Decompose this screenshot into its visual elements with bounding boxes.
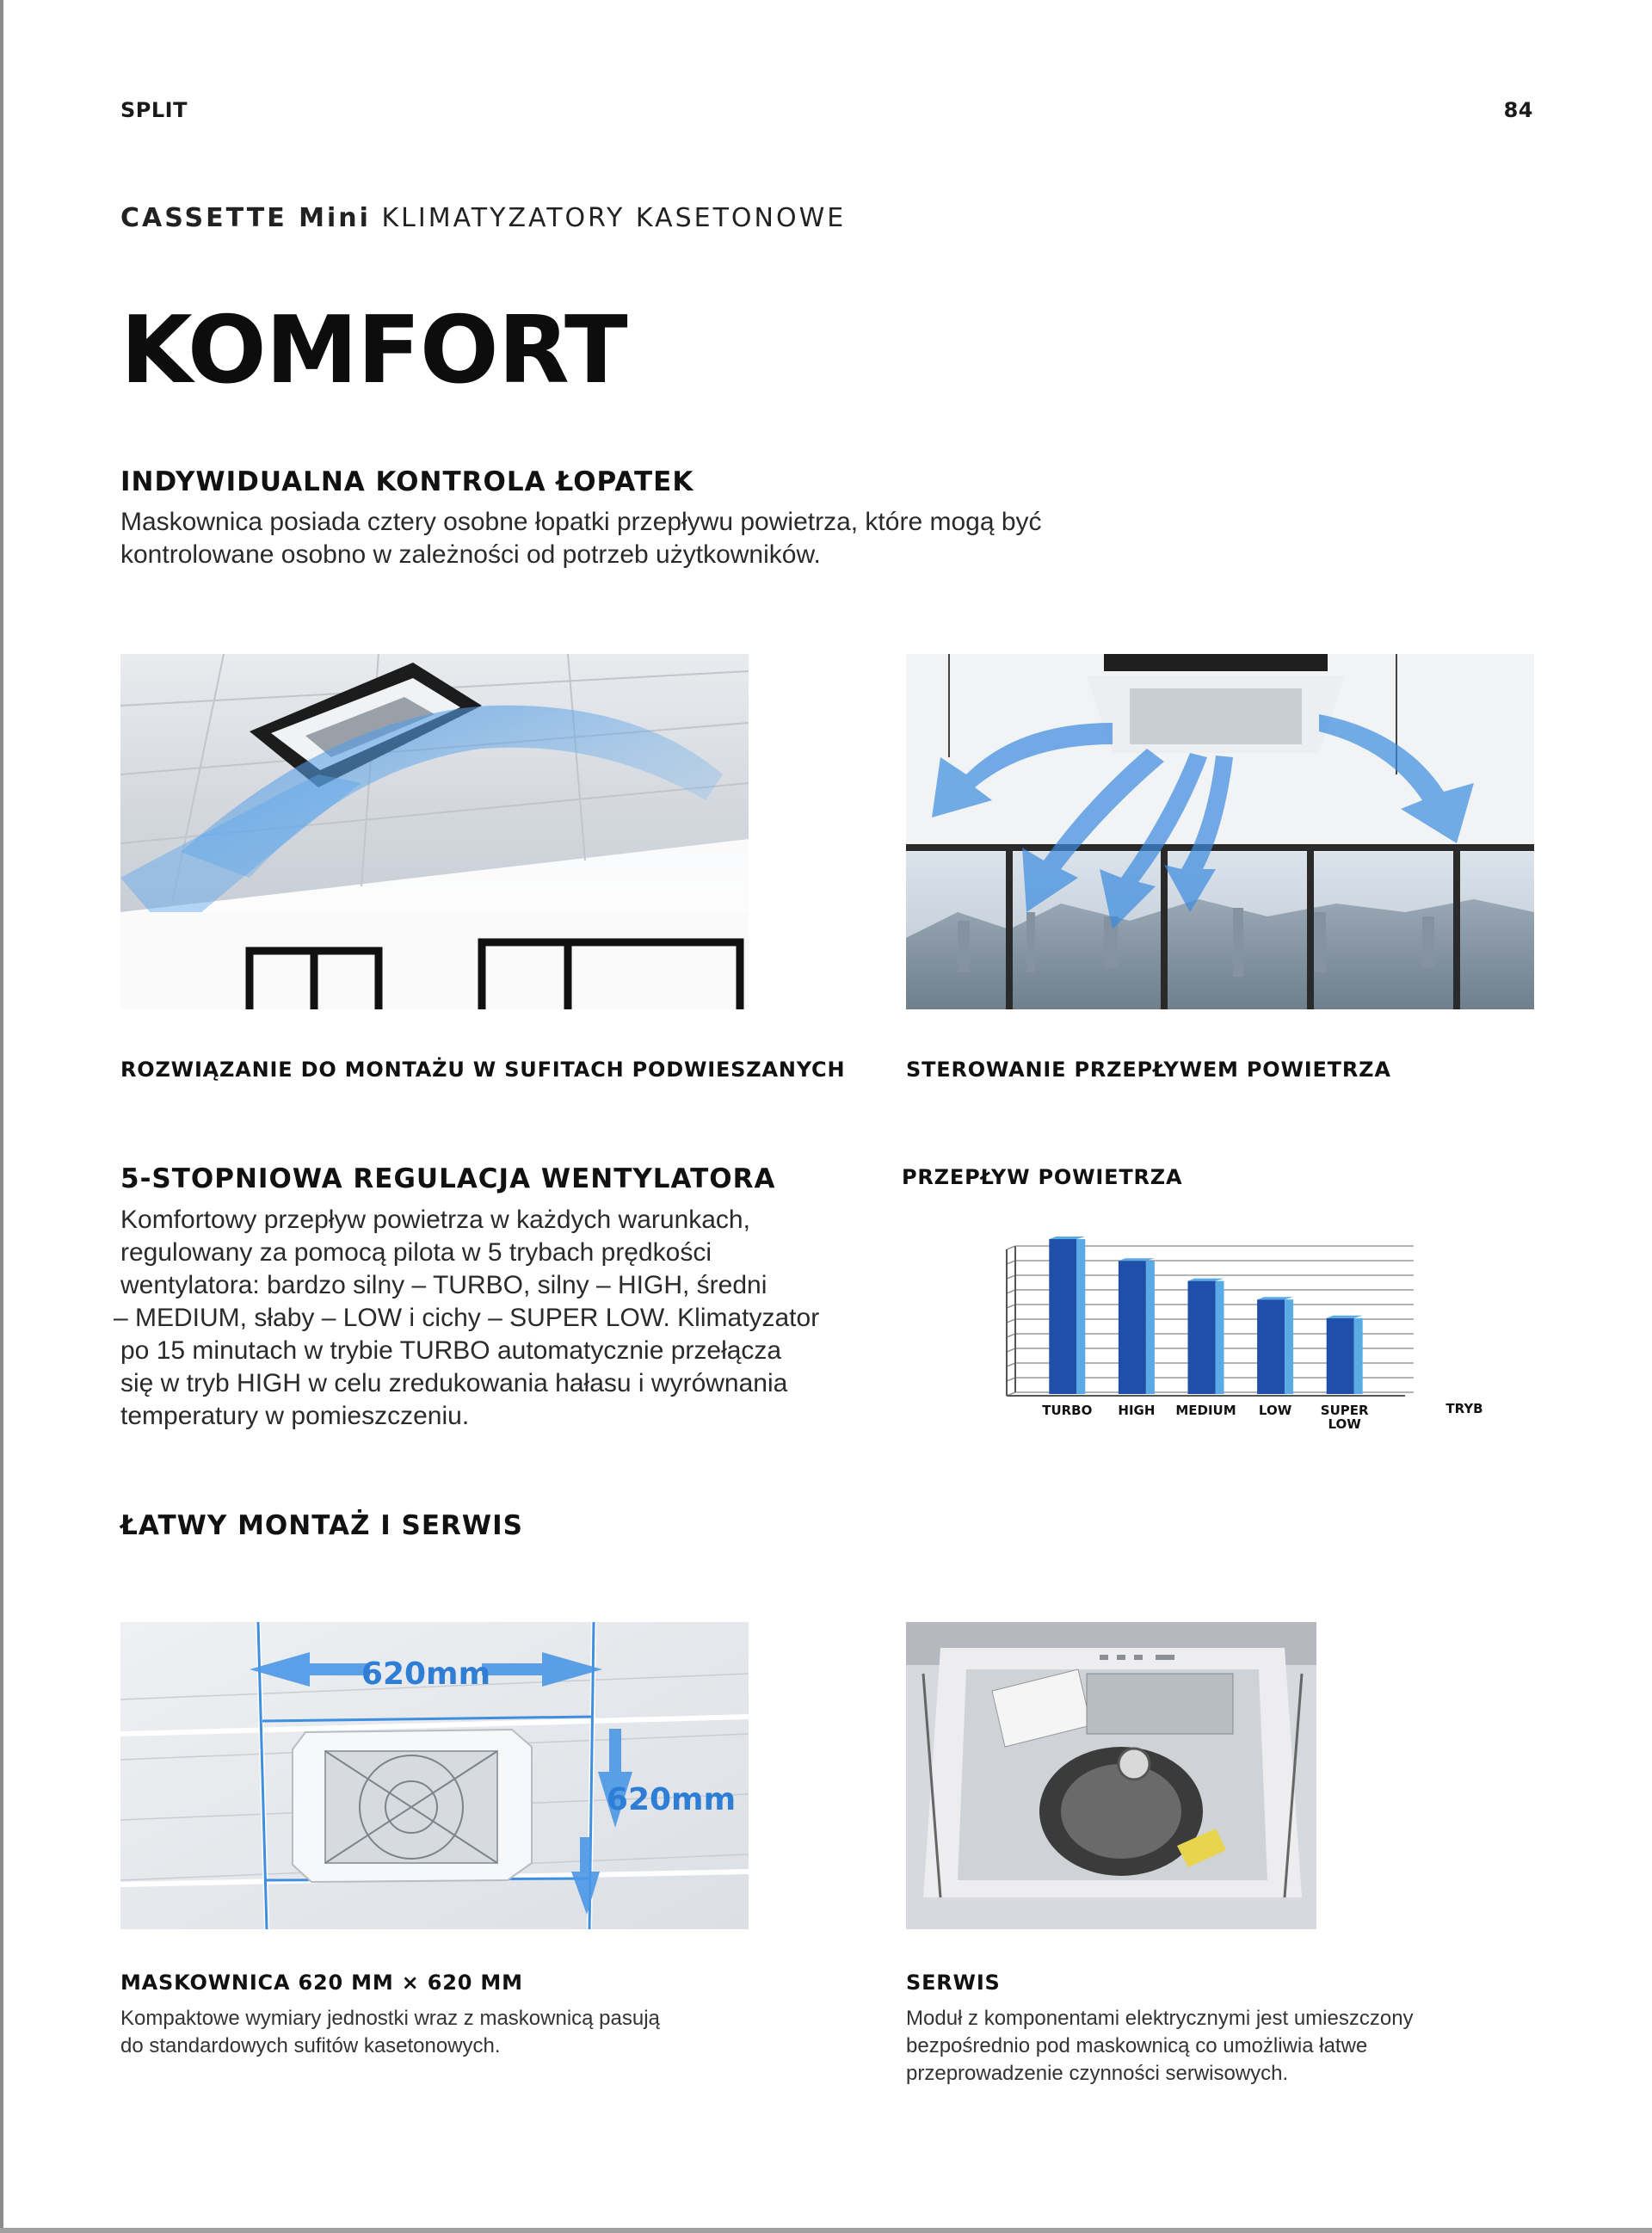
bar-medium: [1188, 1281, 1216, 1394]
grid-line-depth: [1007, 1246, 1015, 1249]
text-line: – MEDIUM, słaby – LOW i cichy – SUPER LOW. Klimatyzator: [114, 1304, 820, 1332]
bar-side: [1146, 1261, 1155, 1394]
document-subtitle: [120, 203, 846, 233]
grid-line-depth: [1007, 1319, 1015, 1323]
photo-ceiling-cassette: [120, 654, 749, 1009]
text-line: po 15 minutach w trybie TURBO automatycznie przełącza: [120, 1336, 782, 1365]
bar-top: [1327, 1316, 1363, 1318]
caption-airflow-control: STEROWANIE PRZEPŁYWEM POWIETRZA: [906, 1058, 1391, 1082]
section-heading-fan-speed: 5-STOPNIOWA REGULACJA WENTYLATORA: [120, 1163, 776, 1194]
text-line: bezpośrednio pod maskownicą co umożliwia łatwe: [906, 2034, 1368, 2057]
bar-side: [1076, 1239, 1085, 1394]
page-edge: [0, 0, 3, 2233]
text-line: kontrolowane osobno w zależności od potrzeb użytkowników.: [120, 540, 821, 569]
text-line: się w tryb HIGH w celu zredukowania hałasu i wyrównania: [120, 1369, 788, 1397]
bar-side: [1216, 1281, 1224, 1394]
tick-label: LOW: [1258, 1403, 1292, 1418]
page-title: KOMFORT: [120, 297, 627, 404]
grid-line-depth: [1007, 1305, 1015, 1308]
bar-top: [1049, 1237, 1085, 1239]
text-line: temperatury w pomieszczeniu.: [120, 1402, 470, 1430]
bar-high: [1119, 1261, 1146, 1394]
airflow-bar-chart: [989, 1222, 1523, 1437]
text-line: regulowany za pomocą pilota w 5 trybach prędkości: [120, 1238, 712, 1267]
chart-title: PRZEPŁYW POWIETRZA: [902, 1165, 1183, 1189]
bar-side: [1354, 1318, 1363, 1394]
bar-top: [1257, 1297, 1293, 1299]
section-heading-installation: ŁATWY MONTAŻ I SERWIS: [120, 1510, 523, 1541]
text-line: do standardowych sufitów kasetonowych.: [120, 2034, 501, 2057]
caption-ceiling-mounting: ROZWIĄZANIE DO MONTAŻU W SUFITACH PODWIESZANYCH: [120, 1058, 846, 1082]
text-line: Kompaktowe wymiary jednostki wraz z maskownicą pasują: [120, 2007, 660, 2030]
photo-grille-dimensions: [120, 1622, 749, 1929]
dimension-label-top: 620mm: [361, 1656, 491, 1692]
grid-line-depth: [1007, 1334, 1015, 1337]
photo-airflow-control: [906, 654, 1534, 1009]
category-name: KLIMATYZATORY KASETONOWE: [381, 203, 847, 233]
page-edge-bottom: [0, 2228, 1652, 2233]
tick-label: MEDIUM: [1175, 1403, 1236, 1418]
dimension-label-side: 620mm: [606, 1782, 737, 1817]
tick-label: HIGH: [1118, 1403, 1156, 1418]
section-heading-louvers: INDYWIDUALNA KONTROLA ŁOPATEK: [120, 466, 694, 497]
section-text-louvers: [120, 506, 1153, 571]
bar-super-low: [1327, 1318, 1354, 1394]
grid-line-depth: [1007, 1348, 1015, 1352]
text-line: Moduł z komponentami elektrycznymi jest umieszczony: [906, 2007, 1414, 2030]
section-text-fan-speed: [114, 1204, 845, 1433]
tick-label: SUPER: [1320, 1403, 1369, 1418]
x-axis-label: TRYB: [1446, 1401, 1483, 1416]
bar-top: [1188, 1279, 1224, 1281]
page-number: 84: [1503, 98, 1533, 122]
text-line: Maskownica posiada cztery osobne łopatki przepływu powietrza, które mogą być: [120, 508, 1042, 536]
bar-turbo: [1049, 1239, 1076, 1394]
text-line: wentylatora: bardzo silny – TURBO, silny – HIGH, średni: [120, 1271, 767, 1299]
grid-line-depth: [1007, 1363, 1015, 1366]
grid-line-depth: [1007, 1378, 1015, 1381]
model-name: CASSETTE Mini: [120, 203, 371, 233]
text-grille-size: [120, 2005, 792, 2060]
caption-grille-size: MASKOWNICA 620 MM × 620 MM: [120, 1971, 523, 1995]
grid-line-depth: [1007, 1290, 1015, 1293]
text-line: przeprowadzenie czynności serwisowych.: [906, 2062, 1289, 2085]
bar-low: [1257, 1299, 1285, 1394]
text-service: [906, 2005, 1577, 2088]
grid-line-depth: [1007, 1275, 1015, 1279]
tick-label: LOW: [1328, 1416, 1361, 1432]
section-label: SPLIT: [120, 98, 188, 122]
tick-label: TURBO: [1042, 1403, 1093, 1418]
bar-side: [1285, 1299, 1293, 1394]
text-line: Komfortowy przepływ powietrza w każdych warunkach,: [120, 1206, 750, 1234]
photo-service-module: [906, 1622, 1316, 1929]
grid-line-depth: [1007, 1261, 1015, 1264]
caption-service: SERWIS: [906, 1971, 1001, 1995]
